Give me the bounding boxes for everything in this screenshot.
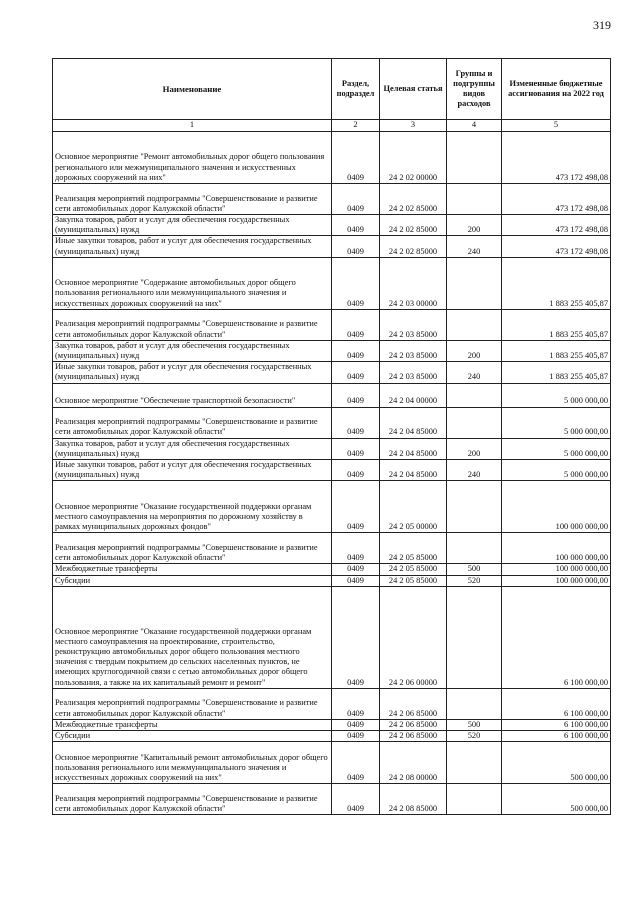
row-name-cell: Основное мероприятие "Оказание государственной поддержки органам местного самоуправления на мероприятия по дорожному хозяйству в рамках муниципальных дорожных фондов" — [53, 481, 332, 533]
table-row — [53, 340, 611, 361]
row-section-cell: 0409 — [332, 215, 380, 236]
row-target-cell: 24 2 03 85000 — [380, 362, 447, 383]
header-target: Целевая статья — [380, 59, 447, 120]
row-group-cell: 200 — [447, 340, 502, 361]
row-target-cell: 24 2 02 85000 — [380, 184, 447, 215]
row-amount-cell: 500 000,00 — [502, 784, 611, 815]
row-amount-cell: 5 000 000,00 — [502, 407, 611, 438]
row-target-cell: 24 2 06 85000 — [380, 688, 447, 719]
column-number: 4 — [447, 120, 502, 132]
row-name-cell: Основное мероприятие "Ремонт автомобильных дорог общего пользования регионального или межмуниципального значения и искусственных дорожных сооружений на них" — [53, 132, 332, 184]
row-amount-cell: 5 000 000,00 — [502, 383, 611, 407]
row-name-cell: Реализация мероприятий подпрограммы "Совершенствование и развитие сети автомобильных дорог Калужской области" — [53, 784, 332, 815]
header-amount: Измененные бюджетные ассигнования на 2022 год — [502, 59, 611, 120]
row-section-cell: 0409 — [332, 688, 380, 719]
row-name-cell: Реализация мероприятий подпрограммы "Совершенствование и развитие сети автомобильных дорог Калужской области" — [53, 309, 332, 340]
row-amount-cell: 473 172 498,08 — [502, 215, 611, 236]
header-section: Раздел, подраздел — [332, 59, 380, 120]
row-group-cell — [447, 784, 502, 815]
row-target-cell: 24 2 05 00000 — [380, 481, 447, 533]
row-section-cell: 0409 — [332, 586, 380, 688]
table-row — [53, 215, 611, 236]
row-name-cell: Закупка товаров, работ и услуг для обеспечения государственных (муниципальных) нужд — [53, 340, 332, 361]
row-group-cell — [447, 309, 502, 340]
column-number: 5 — [502, 120, 611, 132]
row-group-cell — [447, 257, 502, 309]
row-target-cell: 24 2 05 85000 — [380, 564, 447, 575]
row-section-cell: 0409 — [332, 309, 380, 340]
row-target-cell: 24 2 03 85000 — [380, 340, 447, 361]
row-name-cell: Основное мероприятие "Капитальный ремонт автомобильных дорог общего пользования регионального или межмуниципального значения и искусственных дорожных сооружений на них" — [53, 742, 332, 784]
row-group-cell — [447, 383, 502, 407]
row-group-cell: 500 — [447, 564, 502, 575]
row-amount-cell: 473 172 498,08 — [502, 236, 611, 257]
row-group-cell — [447, 586, 502, 688]
row-target-cell: 24 2 03 00000 — [380, 257, 447, 309]
row-section-cell: 0409 — [332, 407, 380, 438]
row-amount-cell: 5 000 000,00 — [502, 438, 611, 459]
row-name-cell: Реализация мероприятий подпрограммы "Совершенствование и развитие сети автомобильных дорог Калужской области" — [53, 533, 332, 564]
row-amount-cell: 500 000,00 — [502, 742, 611, 784]
row-target-cell: 24 2 05 85000 — [380, 533, 447, 564]
table-row — [53, 184, 611, 215]
row-target-cell: 24 2 05 85000 — [380, 575, 447, 586]
table-row — [53, 309, 611, 340]
table-row — [53, 257, 611, 309]
row-section-cell: 0409 — [332, 575, 380, 586]
table-body — [53, 132, 611, 815]
table-row — [53, 362, 611, 383]
row-amount-cell: 100 000 000,00 — [502, 575, 611, 586]
row-section-cell: 0409 — [332, 132, 380, 184]
row-section-cell: 0409 — [332, 257, 380, 309]
row-name-cell: Реализация мероприятий подпрограммы "Совершенствование и развитие сети автомобильных дорог Калужской области" — [53, 688, 332, 719]
row-target-cell: 24 2 04 85000 — [380, 407, 447, 438]
row-name-cell: Иные закупки товаров, работ и услуг для обеспечения государственных (муниципальных) нужд — [53, 236, 332, 257]
column-number-row — [53, 120, 611, 132]
table-row — [53, 575, 611, 586]
row-group-cell: 240 — [447, 236, 502, 257]
row-target-cell: 24 2 04 00000 — [380, 383, 447, 407]
row-section-cell: 0409 — [332, 460, 380, 481]
row-target-cell: 24 2 04 85000 — [380, 438, 447, 459]
table-row — [53, 236, 611, 257]
table-row — [53, 784, 611, 815]
row-name-cell: Межбюджетные трансферты — [53, 719, 332, 730]
row-amount-cell: 100 000 000,00 — [502, 481, 611, 533]
table-row — [53, 719, 611, 730]
row-name-cell: Основное мероприятие "Содержание автомобильных дорог общего пользования регионального или межмуниципального значения и искусственных дорожных сооружений на них" — [53, 257, 332, 309]
header-name: Наименование — [53, 59, 332, 120]
row-amount-cell: 1 883 255 405,87 — [502, 309, 611, 340]
row-section-cell: 0409 — [332, 184, 380, 215]
row-name-cell: Межбюджетные трансферты — [53, 564, 332, 575]
row-section-cell: 0409 — [332, 731, 380, 742]
row-group-cell — [447, 533, 502, 564]
row-target-cell: 24 2 02 85000 — [380, 236, 447, 257]
row-target-cell: 24 2 06 85000 — [380, 719, 447, 730]
row-name-cell: Субсидии — [53, 731, 332, 742]
row-group-cell: 200 — [447, 438, 502, 459]
row-target-cell: 24 2 03 85000 — [380, 309, 447, 340]
row-name-cell: Реализация мероприятий подпрограммы "Совершенствование и развитие сети автомобильных дорог Калужской области" — [53, 407, 332, 438]
column-number: 1 — [53, 120, 332, 132]
table-row — [53, 533, 611, 564]
row-target-cell: 24 2 08 00000 — [380, 742, 447, 784]
table-row — [53, 742, 611, 784]
row-target-cell: 24 2 06 00000 — [380, 586, 447, 688]
row-section-cell: 0409 — [332, 438, 380, 459]
row-section-cell: 0409 — [332, 719, 380, 730]
row-target-cell: 24 2 02 85000 — [380, 215, 447, 236]
row-target-cell: 24 2 04 85000 — [380, 460, 447, 481]
row-name-cell: Субсидии — [53, 575, 332, 586]
row-target-cell: 24 2 08 85000 — [380, 784, 447, 815]
row-amount-cell: 6 100 000,00 — [502, 688, 611, 719]
row-group-cell: 240 — [447, 362, 502, 383]
table-row — [53, 586, 611, 688]
table-row — [53, 438, 611, 459]
row-name-cell: Основное мероприятие "Оказание государственной поддержки органам местного самоуправления на проектирование, строительство, реконструкцию автомобильных дорог общего пользования местного значения с твердым покрытием до сельских населенных пунктов, не имеющих круглогодичной связи с сетью автомобильных дорог общего пользования, а также на их капитальный ремонт и ремонт" — [53, 586, 332, 688]
row-group-cell — [447, 688, 502, 719]
row-name-cell: Закупка товаров, работ и услуг для обеспечения государственных (муниципальных) нужд — [53, 215, 332, 236]
table-row — [53, 688, 611, 719]
row-name-cell: Иные закупки товаров, работ и услуг для обеспечения государственных (муниципальных) нужд — [53, 460, 332, 481]
table-row — [53, 383, 611, 407]
row-section-cell: 0409 — [332, 742, 380, 784]
row-group-cell — [447, 481, 502, 533]
table-row — [53, 132, 611, 184]
row-amount-cell: 1 883 255 405,87 — [502, 340, 611, 361]
row-section-cell: 0409 — [332, 533, 380, 564]
row-section-cell: 0409 — [332, 236, 380, 257]
row-section-cell: 0409 — [332, 784, 380, 815]
row-amount-cell: 100 000 000,00 — [502, 533, 611, 564]
column-number: 2 — [332, 120, 380, 132]
row-amount-cell: 5 000 000,00 — [502, 460, 611, 481]
row-name-cell: Основное мероприятие "Обеспечение транспортной безопасности" — [53, 383, 332, 407]
row-target-cell: 24 2 02 00000 — [380, 132, 447, 184]
row-section-cell: 0409 — [332, 481, 380, 533]
row-name-cell: Закупка товаров, работ и услуг для обеспечения государственных (муниципальных) нужд — [53, 438, 332, 459]
table-row — [53, 460, 611, 481]
row-group-cell: 500 — [447, 719, 502, 730]
row-amount-cell: 6 100 000,00 — [502, 586, 611, 688]
row-group-cell — [447, 132, 502, 184]
row-group-cell: 240 — [447, 460, 502, 481]
row-section-cell: 0409 — [332, 564, 380, 575]
row-group-cell — [447, 184, 502, 215]
budget-table — [52, 58, 611, 815]
row-name-cell: Реализация мероприятий подпрограммы "Совершенствование и развитие сети автомобильных дорог Калужской области" — [53, 184, 332, 215]
row-target-cell: 24 2 06 85000 — [380, 731, 447, 742]
row-amount-cell: 6 100 000,00 — [502, 731, 611, 742]
row-section-cell: 0409 — [332, 340, 380, 361]
row-group-cell: 200 — [447, 215, 502, 236]
table-row — [53, 731, 611, 742]
row-group-cell — [447, 742, 502, 784]
row-group-cell — [447, 407, 502, 438]
table-row — [53, 407, 611, 438]
row-amount-cell: 473 172 498,08 — [502, 184, 611, 215]
row-group-cell: 520 — [447, 731, 502, 742]
row-amount-cell: 1 883 255 405,87 — [502, 362, 611, 383]
row-amount-cell: 1 883 255 405,87 — [502, 257, 611, 309]
row-name-cell: Иные закупки товаров, работ и услуг для обеспечения государственных (муниципальных) нужд — [53, 362, 332, 383]
column-number: 3 — [380, 120, 447, 132]
table-row — [53, 564, 611, 575]
row-group-cell: 520 — [447, 575, 502, 586]
row-section-cell: 0409 — [332, 383, 380, 407]
header-groups: Группы и подгруппы видов расходов — [447, 59, 502, 120]
row-amount-cell: 473 172 498,08 — [502, 132, 611, 184]
page-number: 319 — [593, 18, 611, 32]
row-amount-cell: 100 000 000,00 — [502, 564, 611, 575]
table-header-row — [53, 59, 611, 120]
row-amount-cell: 6 100 000,00 — [502, 719, 611, 730]
table-row — [53, 481, 611, 533]
row-section-cell: 0409 — [332, 362, 380, 383]
